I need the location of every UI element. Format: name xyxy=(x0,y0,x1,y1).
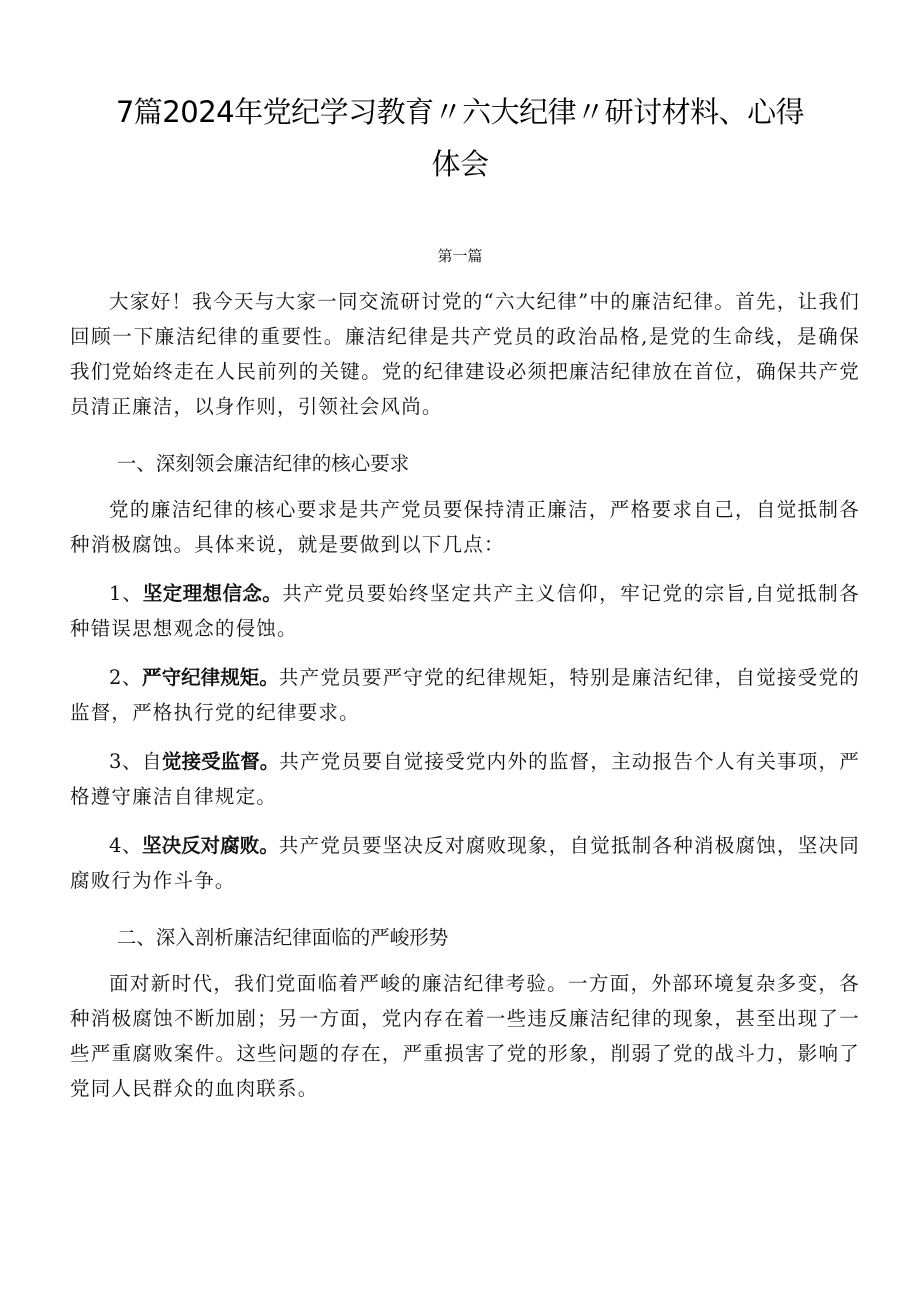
document-body xyxy=(70,284,860,1106)
item-number: 4、 xyxy=(109,834,143,857)
item-text: 共产党员要坚决反对腐败现象，自觉抵制各种消极腐蚀，坚决同腐败行为作斗争。 xyxy=(70,834,860,892)
paragraph-1: 党的廉洁纪律的核心要求是共产党员要保持清正廉洁，严格要求自己，自觉抵制各种消极腐蚀。具体来说，就是要做到以下几点： xyxy=(70,498,860,556)
intro-paragraph: 大家好！我今天与大家一同交流研讨党的“六大纪律”中的廉洁纪律。首先，让我们回顾一下廉洁纪律的重要性。廉洁纪律是共产党员的政治品格,是党的生命线，是确保我们党始终走在人民前列的关键。党的纪律建设必须把廉洁纪律放在首位，确保共产党员清正廉洁，以身作则，引领社会风尚。 xyxy=(70,290,860,418)
paragraph-2: 面对新时代，我们党面临着严峻的廉洁纪律考验。一方面，外部环境复杂多变，各种消极腐蚀不断加剧；另一方面，党内存在着一些违反廉洁纪律的现象，甚至出现了一些严重腐败案件。这些问题的存在，严重损害了党的形象，削弱了党的战斗力，影响了党同人民群众的血肉联系。 xyxy=(70,972,860,1100)
title-line-2: 体会 xyxy=(431,147,489,181)
title-line-1: 7篇2024年党纪学习教育〃六大纪律〃研讨材料、心得 xyxy=(115,95,805,129)
item-lead: 觉接受监督。 xyxy=(162,750,280,773)
item-number: 2、 xyxy=(109,666,143,689)
item-lead: 严守纪律规矩。 xyxy=(142,666,279,689)
list-item xyxy=(70,576,860,646)
section-label: 第一篇 xyxy=(437,247,483,265)
item-number: 1、 xyxy=(109,582,143,605)
item-text: 共产党员要严守党的纪律规矩，特别是廉洁纪律，自觉接受党的监督，严格执行党的纪律要求。 xyxy=(70,666,860,724)
list-item xyxy=(70,828,860,898)
item-text: 共产党员要自觉接受党内外的监督，主动报告个人有关事项，严格遵守廉洁自律规定。 xyxy=(70,750,860,808)
item-number: 3、自 xyxy=(109,750,163,773)
list-item xyxy=(70,744,860,814)
item-lead: 坚决反对腐败。 xyxy=(142,834,279,857)
document-title xyxy=(90,86,830,190)
section-heading-1: 一、深刻领会廉洁纪律的核心要求 xyxy=(116,452,410,475)
item-text: 共产党员要始终坚定共产主义信仰，牢记党的宗旨,自觉抵制各种错误思想观念的侵蚀。 xyxy=(70,582,860,640)
list-item xyxy=(70,660,860,730)
item-lead: 坚定理想信念。 xyxy=(142,582,283,605)
section-heading-2: 二、深入剖析廉洁纪律面临的严峻形势 xyxy=(116,926,449,949)
